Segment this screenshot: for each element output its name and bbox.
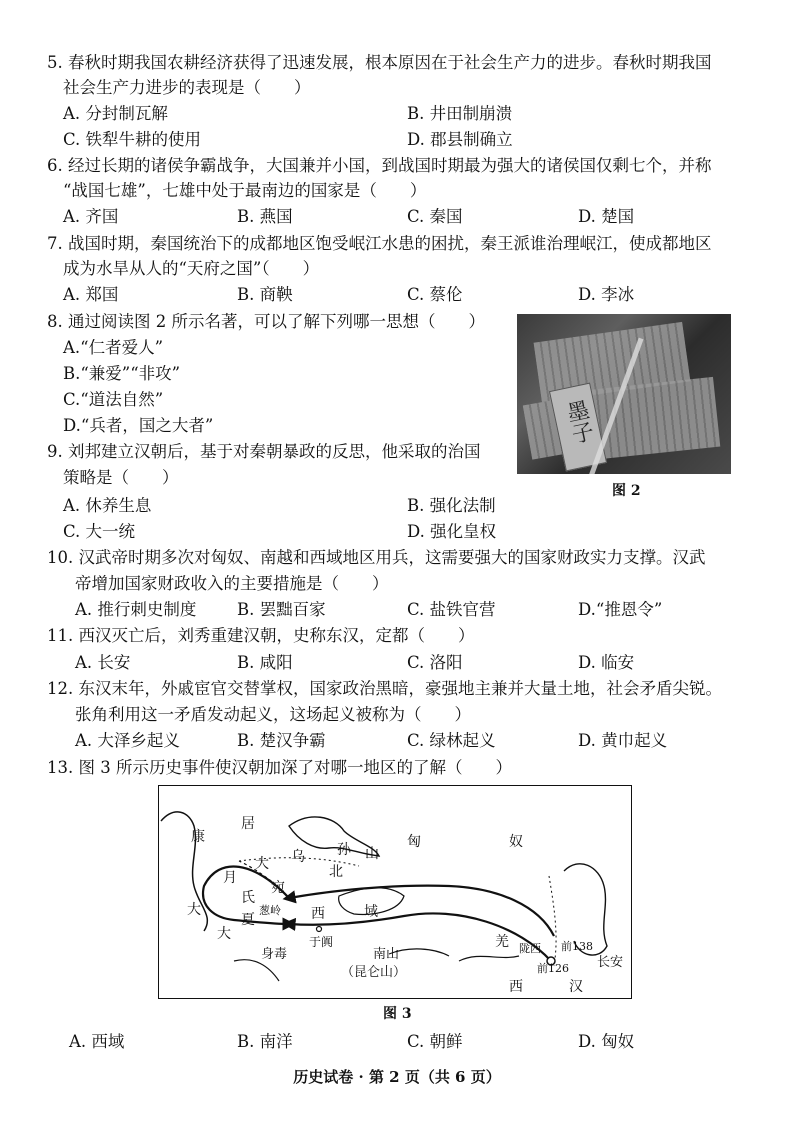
q6-stem-line2: “战国七雄”，七雄中处于最南边的国家是（ ） <box>63 181 427 200</box>
q6-option-a: A. 齐国 <box>63 207 119 226</box>
figure-3-caption: 图 3 <box>383 1006 412 1022</box>
map-label-qiang: 羌 <box>495 934 509 950</box>
q8-option-c: C.“道法自然” <box>63 390 164 409</box>
q6-option-d: D. 楚国 <box>578 207 635 226</box>
map-label-ju: 居 <box>241 816 255 832</box>
map-label-nu: 奴 <box>509 834 523 850</box>
q5-stem-line2: 社会生产力进步的表现是（ ） <box>63 78 311 97</box>
map-label-yu: 域 <box>364 904 378 920</box>
q9-option-c: C. 大一统 <box>63 522 136 541</box>
q9-option-a: A. 休养生息 <box>63 496 152 515</box>
map-label-year-138: 前138 <box>561 940 593 953</box>
q10-option-a: A. 推行刺史制度 <box>75 600 197 619</box>
map-label-kang: 康 <box>191 829 205 845</box>
q5-option-d: D. 郡县制确立 <box>407 130 513 149</box>
q10-stem-line1: 10. 汉武帝时期多次对匈奴、南越和西域地区用兵，这需要强大的国家财政实力支撑。汉武 <box>47 548 706 567</box>
map-label-shendu: 身毒 <box>261 947 288 962</box>
map-label-yue: 月 <box>223 870 237 886</box>
q10-option-d: D.“推恩令” <box>578 600 663 619</box>
q5-option-b: B. 井田制崩溃 <box>407 104 513 123</box>
q9-option-b: B. 强化法制 <box>407 496 496 515</box>
map-label-longxi: 陇西 <box>519 942 541 955</box>
map-label-wan: 宛 <box>271 880 285 896</box>
figure-3-zhang-qian-map <box>158 785 632 999</box>
map-label-kunlun: （昆仑山） <box>341 965 407 980</box>
q7-option-b: B. 商鞅 <box>237 285 293 304</box>
q8-stem: 8. 通过阅读图 2 所示名著，可以了解下列哪一思想（ ） <box>47 312 485 331</box>
page-footer: 历史试卷 · 第 2 页（共 6 页） <box>293 1068 501 1086</box>
q12-option-b: B. 楚汉争霸 <box>237 731 326 750</box>
q12-stem-line2: 张角利用这一矛盾发动起义，这场起义被称为（ ） <box>75 705 471 724</box>
figure-2-slip-text: 墨子 <box>561 397 596 447</box>
q9-stem-line1: 9. 刘邦建立汉朝后，基于对秦朝暴政的反思，他采取的治国 <box>47 442 481 461</box>
q10-option-b: B. 罢黜百家 <box>237 600 326 619</box>
q5-option-c: C. 铁犁牛耕的使用 <box>63 130 202 149</box>
q12-option-d: D. 黄巾起义 <box>578 731 668 750</box>
map-label-changan: 长安 <box>597 955 624 970</box>
q11-option-b: B. 咸阳 <box>237 653 293 672</box>
q7-option-a: A. 郑国 <box>63 285 119 304</box>
q8-option-b: B.“兼爱”“非攻” <box>63 364 181 383</box>
map-label-yutian: 于阗 <box>309 935 334 949</box>
q12-option-c: C. 绿林起义 <box>407 731 496 750</box>
q7-option-d: D. 李冰 <box>578 285 635 304</box>
q10-option-c: C. 盐铁官营 <box>407 600 496 619</box>
map-label-xihan-xi: 西 <box>509 979 523 995</box>
map-label-xi: 西 <box>311 906 325 922</box>
q6-stem-line1: 6. 经过长期的诸侯争霸战争，大国兼并小国，到战国时期最为强大的诸侯国仅剩七个，并称 <box>47 156 712 175</box>
map-label-wu: 乌 <box>291 849 305 865</box>
q11-option-c: C. 洛阳 <box>407 653 463 672</box>
q8-option-d: D.“兵者，国之大者” <box>63 416 214 435</box>
q11-option-d: D. 临安 <box>578 653 635 672</box>
q12-stem-line1: 12. 东汉末年，外戚宦官交替掌权，国家政治黑暗，豪强地主兼并大量土地，社会矛盾尖锐。 <box>47 679 722 698</box>
q10-stem-line2: 帝增加国家财政收入的主要措施是（ ） <box>75 574 389 593</box>
q8-option-a: A.“仁者爱人” <box>63 338 164 357</box>
map-label-nanshan: 南山 <box>373 947 400 962</box>
map-label-xia: 夏 <box>241 912 255 928</box>
q13-option-a: A. 西域 <box>69 1032 125 1051</box>
q12-option-a: A. 大泽乡起义 <box>75 731 180 750</box>
map-label-da-2: 大 <box>187 902 201 918</box>
map-label-bei: 北 <box>329 864 343 880</box>
q7-stem-line2: 成为水旱从人的“天府之国”（ ） <box>63 259 320 278</box>
q11-option-a: A. 长安 <box>75 653 131 672</box>
q9-stem-line2: 策略是（ ） <box>63 468 179 487</box>
q13-option-b: B. 南洋 <box>237 1032 293 1051</box>
q6-option-c: C. 秦国 <box>407 207 463 226</box>
map-label-congling: 葱岭 <box>259 904 281 917</box>
q13-option-c: C. 朝鲜 <box>407 1032 463 1051</box>
q9-option-d: D. 强化皇权 <box>407 522 497 541</box>
q7-option-c: C. 蔡伦 <box>407 285 463 304</box>
map-label-year-126: 前126 <box>537 962 569 975</box>
q5-stem-line1: 5. 春秋时期我国农耕经济获得了迅速发展，根本原因在于社会生产力的进步。春秋时期我国 <box>47 53 712 72</box>
q13-option-d: D. 匈奴 <box>578 1032 635 1051</box>
q6-option-b: B. 燕国 <box>237 207 293 226</box>
map-label-da-3: 大 <box>217 926 231 942</box>
figure-2-caption: 图 2 <box>612 483 641 499</box>
q11-stem: 11. 西汉灭亡后，刘秀重建汉朝，史称东汉，定都（ ） <box>47 626 475 645</box>
q5-option-a: A. 分封制瓦解 <box>63 104 168 123</box>
map-label-sun: 孙 <box>337 842 351 858</box>
map-label-shi: 氏 <box>241 890 255 906</box>
map-label-shan: 山 <box>365 846 379 862</box>
figure-2-bamboo-slips-photo <box>517 314 731 474</box>
map-label-da-1: 大 <box>255 856 269 872</box>
q7-stem-line1: 7. 战国时期，秦国统治下的成都地区饱受岷江水患的困扰，秦王派谁治理岷江，使成都地区 <box>47 234 712 253</box>
q13-stem: 13. 图 3 所示历史事件使汉朝加深了对哪一地区的了解（ ） <box>47 758 512 777</box>
map-label-xiong: 匈 <box>407 834 421 850</box>
map-label-xihan-han: 汉 <box>569 979 583 995</box>
